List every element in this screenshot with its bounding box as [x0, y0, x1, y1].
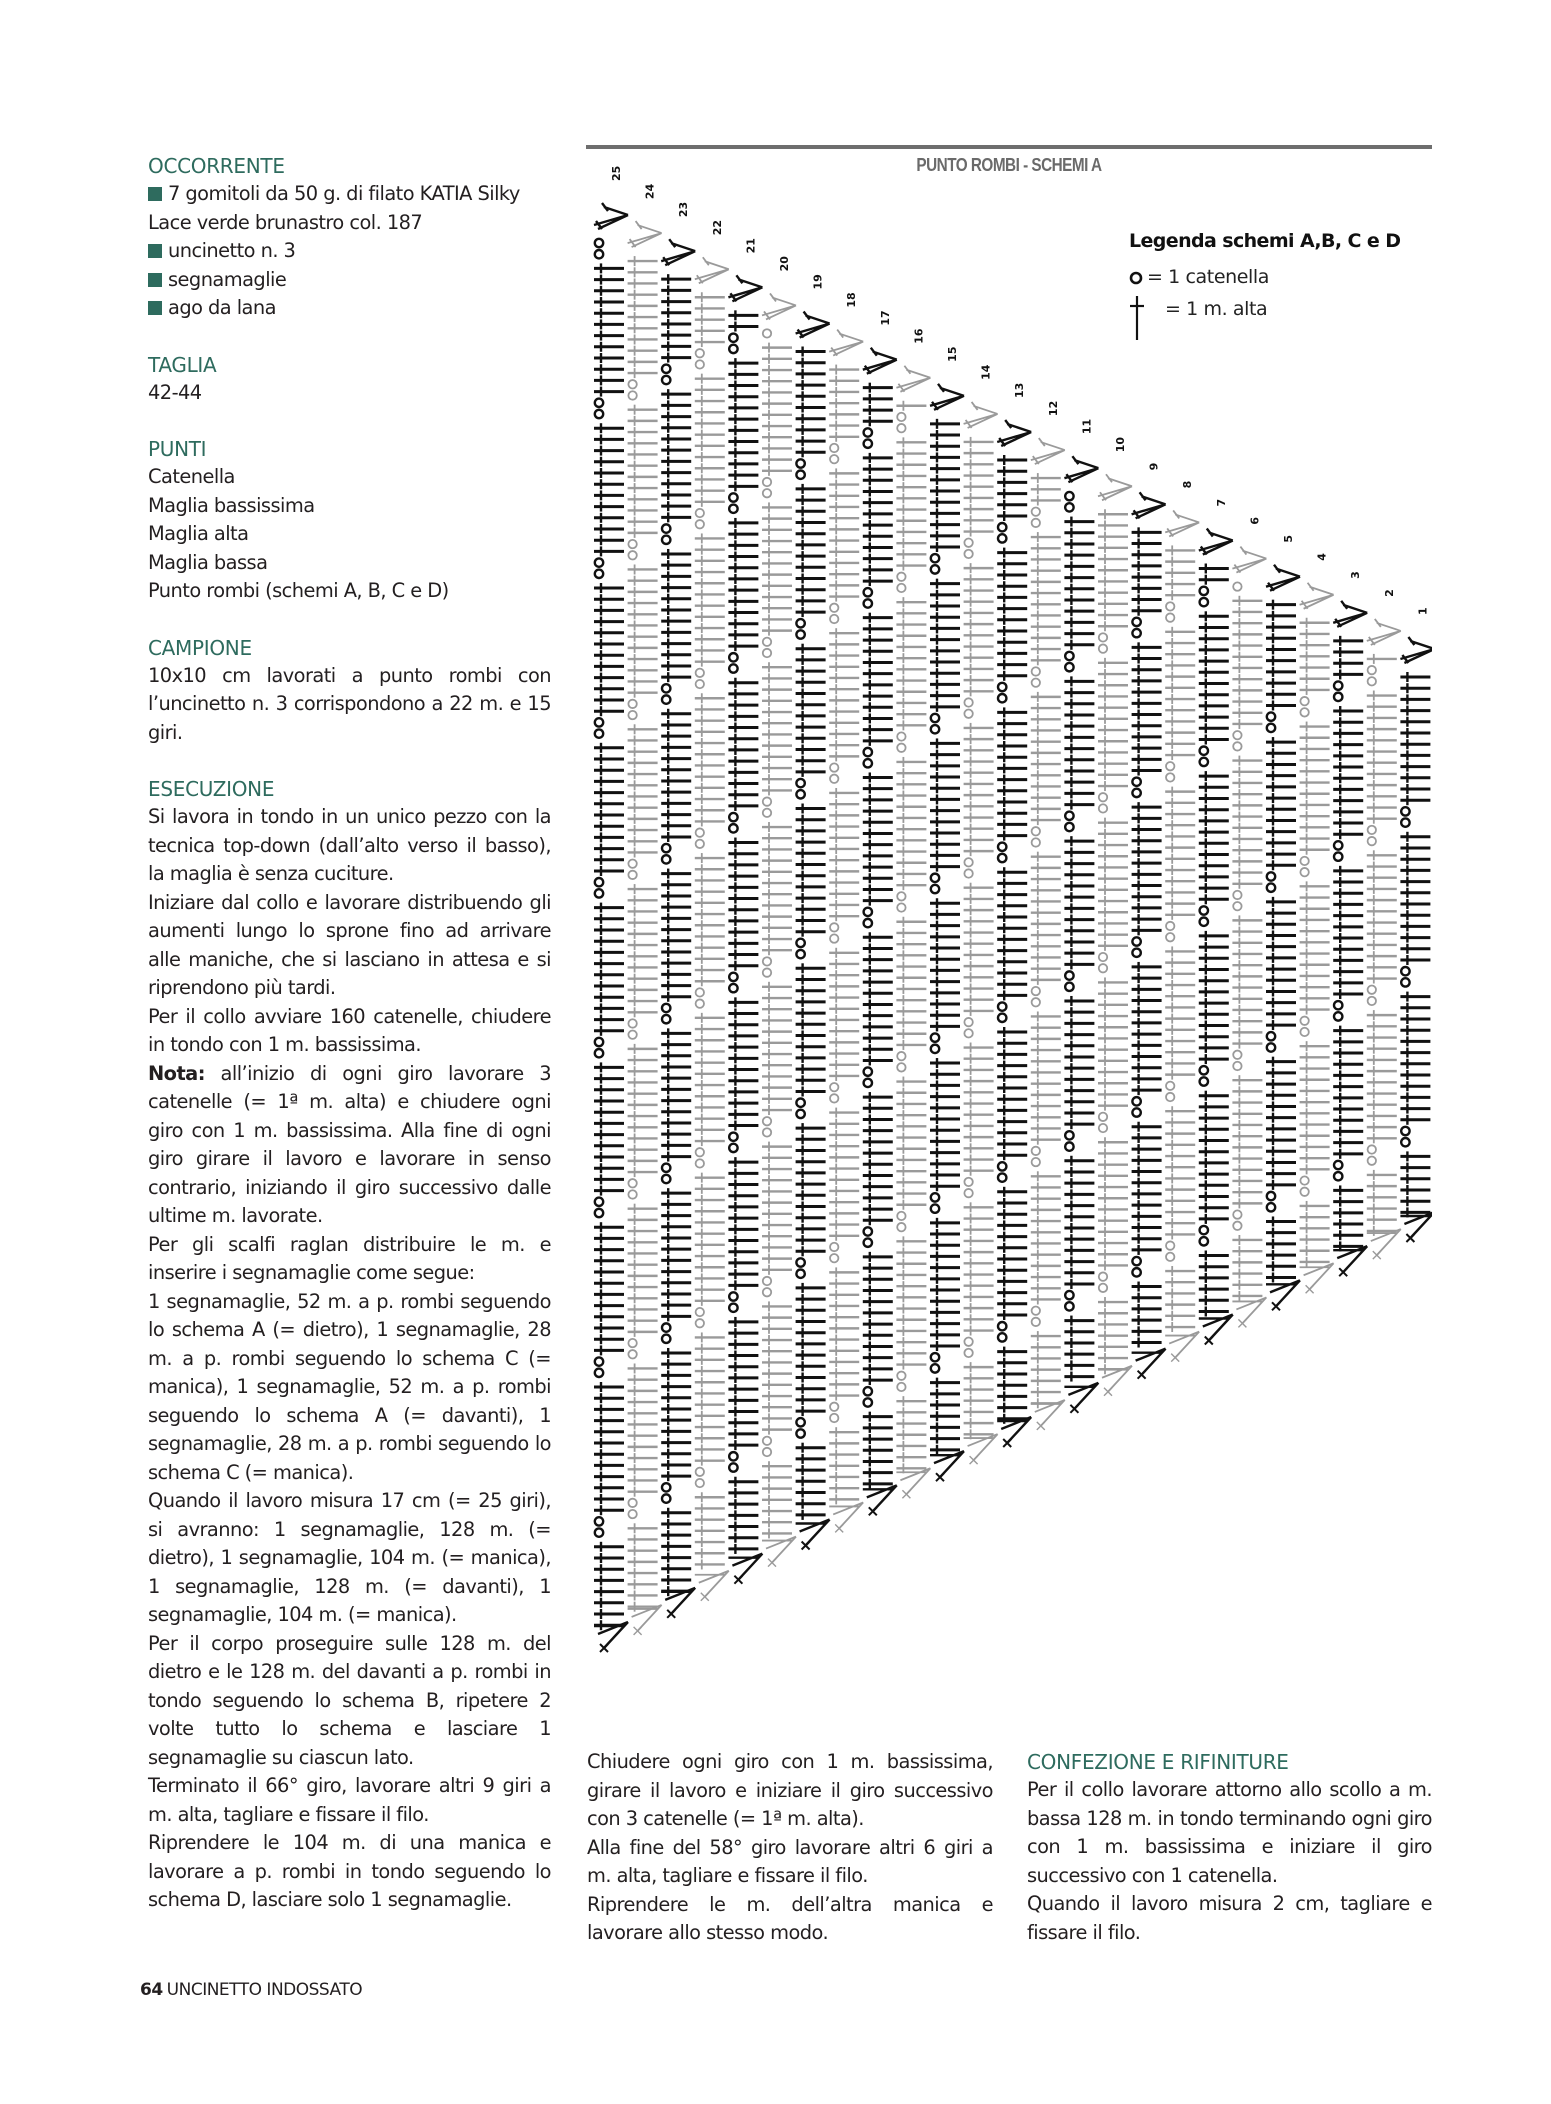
chart-row-column — [1266, 535, 1300, 1310]
materials-item: ago da lana — [148, 294, 551, 323]
instruction-paragraph: Per gli scalfi raglan distribuire le m. e inserire i segnamaglie come segue: — [148, 1232, 551, 1284]
chain-circle-icon — [1129, 264, 1145, 288]
section-title-occorrente: OCCORRENTE — [148, 154, 285, 178]
chart-row-column — [930, 347, 964, 1482]
section-taglia — [148, 351, 551, 408]
row-number-label: 22 — [710, 219, 724, 236]
materials-item: 7 gomitoli da 50 g. di filato KATIA Silky Lace verde brunastro col. 187 — [148, 182, 520, 234]
section-occorrente — [148, 152, 551, 323]
chart-row-column — [762, 256, 796, 1567]
chart-legend — [1129, 230, 1429, 326]
legend-item-maglia-alta: = 1 m. alta — [1129, 294, 1429, 326]
bullet-square-icon — [148, 187, 162, 201]
row-number-label: 23 — [677, 201, 691, 218]
chart-row-column — [1400, 607, 1432, 1242]
chart-row-column — [695, 220, 729, 1601]
stitch-item: Maglia bassa — [148, 550, 268, 574]
chart-row-column — [728, 238, 762, 1584]
legend-item-catenella: = 1 catenella — [1129, 262, 1429, 294]
note-paragraph: Nota: all’inizio di ogni giro lavorare 3 catenelle (= 1ª m. alta) e chiudere ogni giro con 1 m. bassissima. Alla fine di ogni giro girare il lavoro e lavorare in senso contrario, iniziando il giro successivo dalle ultime m. lavorate. — [148, 1061, 551, 1227]
section-title-esecuzione: ESECUZIONE — [148, 777, 275, 801]
stitch-item: Maglia alta — [148, 522, 249, 545]
stitch-item: Maglia bassissima — [148, 493, 315, 517]
row-number-label: 18 — [845, 292, 859, 308]
size-value: 42-44 — [148, 380, 202, 404]
materials-item: segnamaglie — [148, 266, 551, 295]
materials-item: uncinetto n. 3 — [148, 237, 551, 266]
chart-row-column — [1232, 517, 1266, 1328]
section-title-taglia: TAGLIA — [148, 352, 217, 377]
row-number-label: 4 — [1315, 553, 1329, 561]
note-label: Nota: — [148, 1061, 205, 1085]
instruction-paragraph: Per il collo lavorare attorno allo scollo a m. bassa 128 m. in tondo terminando ogni giro con 1 m. bassissima e iniziare il giro successivo con 1 catenella. — [1027, 1778, 1432, 1887]
crochet-chart — [586, 145, 1432, 1665]
row-number-label: 10 — [1114, 436, 1127, 453]
chart-row-column — [628, 183, 662, 1634]
page-number: 64 — [140, 1980, 163, 2000]
row-number-label: 6 — [1248, 516, 1262, 525]
row-number-label: 11 — [1080, 418, 1094, 435]
instruction-paragraph: Quando il lavoro misura 17 cm (= 25 giri), si avranno: 1 segnamaglie, 128 m. (= dietro), 1 segnamaglie, 104 m. (= manica), 1 segnamaglie, 128 m. (= davanti), 1 segnamaglie, 104 m. (= manica). — [148, 1489, 551, 1626]
chart-row-column — [661, 202, 695, 1618]
gauge-text: 10x10 cm lavorati a punto rombi con l’uncinetto n. 3 corrispondono a 22 m. e 15 giri. — [148, 663, 551, 744]
chart-row-column — [594, 166, 628, 1652]
legend-title: Legenda schemi A,B, C e D — [1129, 230, 1401, 252]
instruction-paragraph: Iniziare dal collo e lavorare distribuendo gli aumenti lungo lo sprone fino ad arrivare alle maniche, che si lasciano in attesa e si riprendono più tardi. — [148, 890, 551, 999]
row-number-label: 16 — [912, 328, 926, 344]
chart-row-column — [997, 383, 1031, 1447]
instruction-paragraph: Riprendere le m. dell’altra manica e lavorare allo stesso modo. — [587, 1892, 993, 1944]
chart-row-column — [896, 328, 930, 1498]
section-esecuzione — [148, 775, 551, 1915]
chart-row-column — [1367, 589, 1401, 1259]
bullet-square-icon — [148, 244, 162, 258]
page-footer — [140, 1980, 362, 2000]
bullet-square-icon — [148, 273, 162, 287]
stitch-item: Catenella — [148, 465, 235, 488]
row-number-label: 2 — [1382, 589, 1396, 597]
chart-row-column — [1064, 419, 1098, 1413]
row-number-label: 12 — [1046, 400, 1060, 417]
section-title-confezione: CONFEZIONE E RIFINITURE — [1027, 1750, 1289, 1774]
chart-row-column — [1199, 499, 1233, 1345]
continuation-text — [587, 1748, 993, 1948]
row-number-label: 9 — [1147, 462, 1161, 471]
chart-row-column — [964, 364, 998, 1464]
row-number-label: 20 — [778, 256, 791, 272]
chart-row-column — [1165, 481, 1199, 1362]
row-number-label: 24 — [643, 183, 657, 200]
double-crochet-icon — [1129, 296, 1149, 342]
instruction-paragraph: Chiudere ogni giro con 1 m. bassissima, girare il lavoro e iniziare il giro successivo con 3 catenelle (= 1ª m. alta). — [587, 1750, 993, 1830]
row-number-label: 5 — [1282, 535, 1295, 543]
instruction-paragraph: Terminato il 66° giro, lavorare altri 9 giri a m. alta, tagliare e fissare il filo. — [148, 1774, 551, 1826]
row-number-label: 3 — [1349, 571, 1363, 579]
row-number-label: 15 — [946, 346, 959, 362]
instruction-paragraph: Per il collo avviare 160 catenelle, chiudere in tondo con 1 m. bassissima. — [148, 1004, 551, 1056]
instruction-paragraph: Quando il lavoro misura 2 cm, tagliare e fissare il filo. — [1027, 1892, 1432, 1944]
row-number-label: 25 — [610, 165, 623, 181]
instruction-paragraph: Riprendere le 104 m. di una manica e lavorare a p. rombi in tondo seguendo lo schema D, lasciare solo 1 segnamaglie. — [148, 1831, 551, 1911]
magazine-name: UNCINETTO INDOSSATO — [166, 1980, 363, 2000]
chart-title: PUNTO ROMBI - SCHEMI A — [916, 155, 1102, 175]
section-confezione — [1027, 1748, 1432, 1947]
row-number-label: 8 — [1181, 480, 1195, 489]
chart-row-column — [829, 292, 863, 1532]
chart-row-column — [796, 274, 830, 1549]
row-number-label: 19 — [811, 274, 825, 290]
instruction-paragraph: Alla fine del 58° giro lavorare altri 6 giri a m. alta, tagliare e fissare il filo. — [587, 1835, 993, 1887]
row-number-label: 21 — [744, 238, 758, 254]
row-number-label: 13 — [1013, 382, 1027, 398]
stitch-item: Punto rombi (schemi A, B, C e D) — [148, 579, 449, 602]
instruction-paragraph: Si lavora in tondo in un unico pezzo con la tecnica top-down (dall’alto verso il basso), la maglia è senza cuciture. — [148, 805, 551, 885]
section-punti — [148, 435, 551, 606]
row-number-label: 1 — [1416, 607, 1430, 615]
instruction-paragraph: 1 segnamaglie, 52 m. a p. rombi seguendo lo schema A (= dietro), 1 segnamaglie, 28 m. a p. rombi seguendo lo schema C (= manica), 1 segnamaglie, 52 m. a p. rombi seguendo lo schema A (= davanti), 1 segnamaglie, 28 m. a p. rombi seguendo lo schema C (= manica). — [148, 1289, 551, 1484]
row-number-label: 14 — [979, 364, 993, 380]
row-number-label: 17 — [878, 310, 892, 326]
row-number-label: 7 — [1214, 498, 1228, 507]
bullet-square-icon — [148, 301, 162, 315]
left-column — [148, 152, 551, 1943]
instruction-paragraph: Per il corpo proseguire sulle 128 m. del dietro e le 128 m. del davanti a p. rombi in tondo seguendo lo schema B, ripetere 2 volte tutto lo schema e lasciare 1 segnamaglie su ciascun lato. — [148, 1631, 551, 1769]
chart-row-column — [1333, 571, 1367, 1276]
section-campione — [148, 634, 551, 748]
section-title-campione: CAMPIONE — [148, 635, 252, 660]
chart-row-column — [1300, 553, 1334, 1294]
section-title-punti: PUNTI — [148, 437, 207, 461]
chart-row-column — [1031, 401, 1065, 1430]
stitch-diagram — [586, 145, 1432, 1665]
chart-row-column — [1132, 463, 1166, 1379]
chart-row-column — [863, 310, 897, 1515]
chart-row-column — [1098, 437, 1132, 1396]
